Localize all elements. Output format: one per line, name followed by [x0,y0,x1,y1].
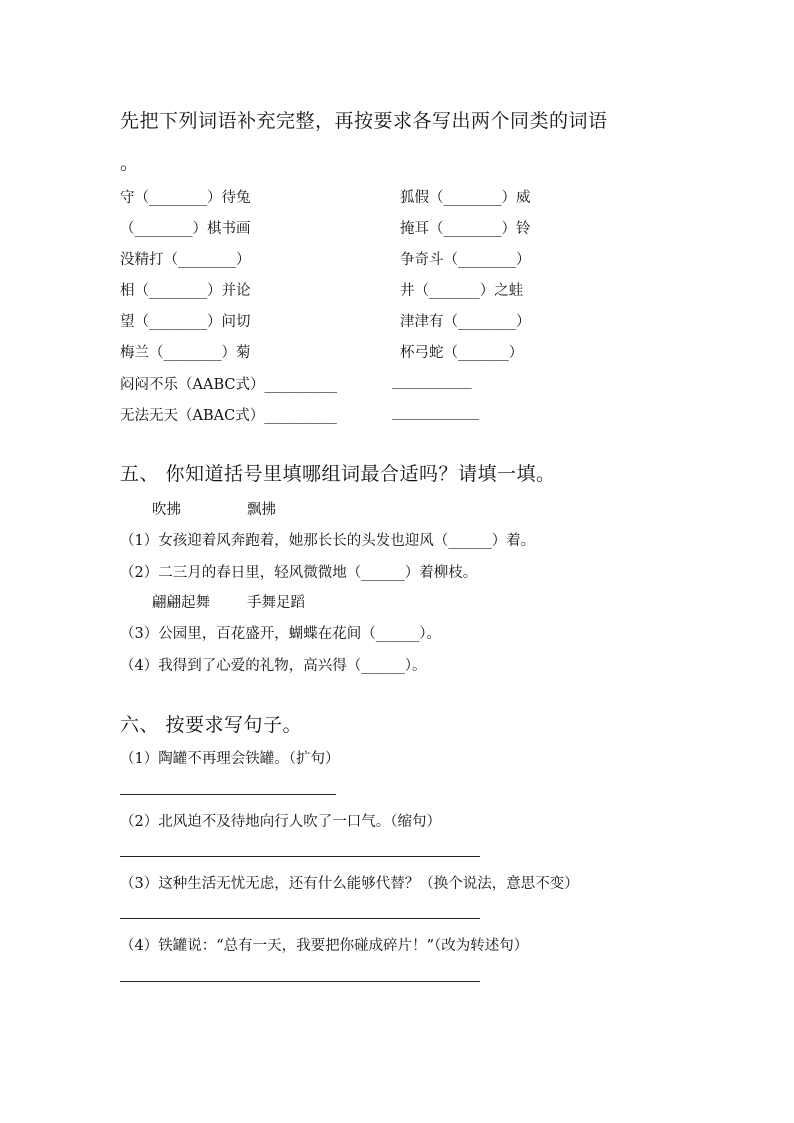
word-choice-pianpian: 翩翩起舞 [152,595,210,611]
section4-heading-tail: 。 [120,152,140,174]
word-choice-chuifu: 吹拂 [152,502,181,518]
idiom-left-3: 没精打（________） [120,252,251,268]
question-5-1: （1）女孩迎着风奔跑着，她那长长的头发也迎风（______）着。 [120,533,536,549]
answer-line-6-3[interactable] [120,918,480,919]
question-5-4: （4）我得到了心爱的礼物，高兴得（______）。 [120,658,427,674]
answer-line-6-4[interactable] [120,981,480,982]
answer-line-6-1[interactable] [120,794,336,795]
section5-heading: 五、 你知道括号里填哪组词最合适吗？请填一填。 [120,463,556,485]
word-choice-shouwu: 手舞足蹈 [247,595,305,611]
idiom-left-5: 望（________）问切 [120,314,251,330]
question-5-2: （2）二三月的春日里，轻风微微地（______）着柳枝。 [120,565,478,581]
idiom-left-1: 守（________）待兔 [120,190,251,206]
question-5-3: （3）公园里，百花盛开，蝴蝶在花间（______）。 [120,626,441,642]
idiom-right-6: 杯弓蛇（_______） [400,345,524,361]
idiom-right-1: 狐假（________）威 [400,190,531,206]
idiom-left-4: 相（________）并论 [120,283,251,299]
idiom-right-8: ____________ [392,404,479,420]
idiom-left-8: 无法无天（ABAC式）__________ [120,408,337,424]
section4-heading: 先把下列词语补充完整，再按要求各写出两个同类的词语 [120,110,608,132]
idiom-left-2: （________）棋书画 [120,221,251,237]
question-6-4: （4）铁罐说：“总有一天，我要把你碰成碎片！”（改为转述句） [120,938,529,954]
answer-line-6-2[interactable] [120,856,480,857]
idiom-right-2: 掩耳（________）铃 [400,221,531,237]
idiom-right-4: 井（_______）之蛙 [400,283,524,299]
section6-heading: 六、 按要求写句子。 [120,714,303,736]
idiom-right-7: ___________ [392,373,472,389]
question-6-2: （2）北风迫不及待地向行人吹了一口气。（缩句） [120,814,441,830]
question-6-1: （1）陶罐不再理会铁罐。（扩句） [120,751,340,767]
question-6-3: （3）这种生活无忧无虑，还有什么能够代替？（换个说法，意思不变） [120,876,579,892]
idiom-left-6: 梅兰（________）菊 [120,345,251,361]
word-choice-piaofu: 飘拂 [247,502,276,518]
idiom-left-7: 闷闷不乐（AABC式）__________ [120,377,337,393]
idiom-right-3: 争奇斗（________） [400,252,531,268]
idiom-right-5: 津津有（________） [400,314,531,330]
